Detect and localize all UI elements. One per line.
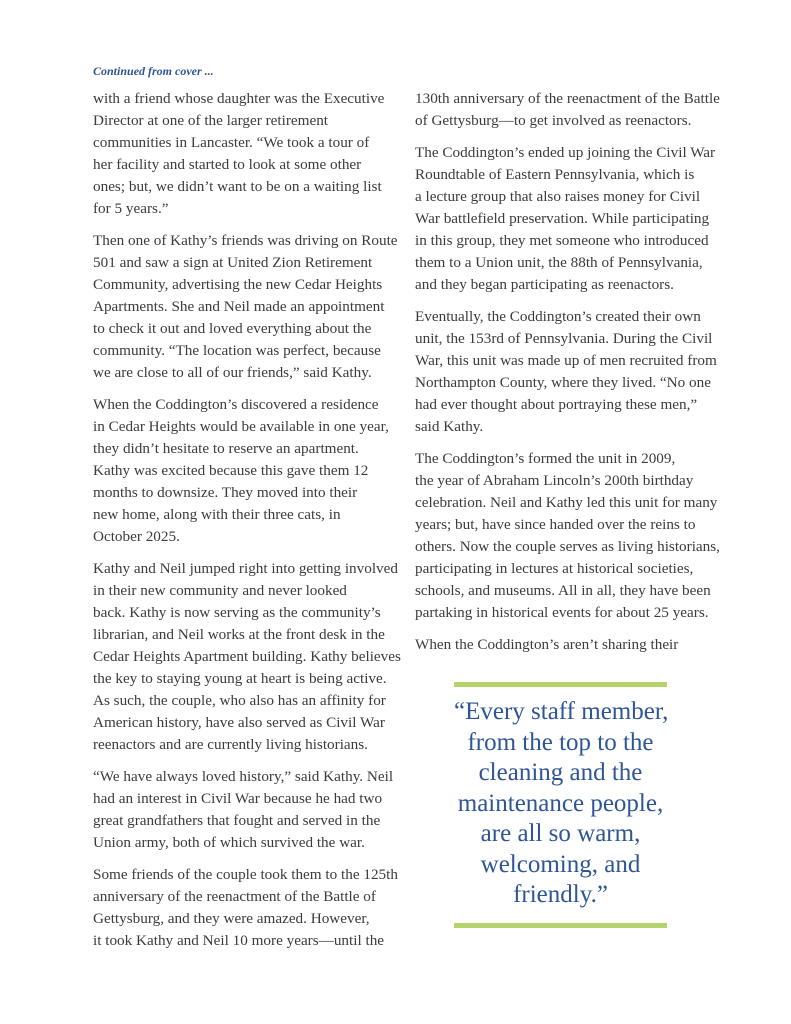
- text-line: Gettysburg, and they were amazed. However,: [93, 910, 370, 927]
- text-line: a lecture group that also raises money for Civil: [415, 188, 701, 205]
- text-line: and they began participating as reenactors.: [415, 276, 674, 293]
- article-paragraph: [93, 394, 413, 548]
- article-paragraph: [93, 766, 413, 854]
- article-paragraph: [415, 634, 735, 656]
- text-line: Northampton County, where they lived. “No one: [415, 374, 711, 391]
- pull-quote-top-accent-bar: [454, 682, 667, 687]
- text-line: they didn’t hesitate to reserve an apartment.: [93, 440, 359, 457]
- text-line: Eventually, the Coddington’s created their own: [415, 308, 701, 325]
- text-line: American history, have also served as Civil War: [93, 714, 385, 731]
- text-line: ones; but, we didn’t want to be on a waiting list: [93, 178, 382, 195]
- text-line: “We have always loved history,” said Kathy. Neil: [93, 768, 394, 785]
- text-line: with a friend whose daughter was the Executive: [93, 90, 385, 107]
- text-line: community. “The location was perfect, because: [93, 342, 381, 359]
- quote-line: from the top to the: [467, 728, 654, 756]
- text-line: schools, and museums. All in all, they have been: [415, 582, 711, 599]
- pull-quote-bottom-accent-bar: [454, 923, 667, 928]
- text-line: The Coddington’s formed the unit in 2009,: [415, 450, 676, 467]
- text-line: in this group, they met someone who introduced: [415, 232, 709, 249]
- continued-from-cover-label: Continued from cover ...: [93, 64, 214, 78]
- text-line: Community, advertising the new Cedar Heights: [93, 276, 383, 293]
- text-line: October 2025.: [93, 528, 180, 545]
- article-paragraph: [93, 558, 413, 756]
- text-line: we are close to all of our friends,” said Kathy.: [93, 364, 372, 381]
- text-line: 501 and saw a sign at United Zion Retirement: [93, 254, 373, 271]
- text-line: others. Now the couple serves as living historians,: [415, 538, 720, 555]
- text-line: them to a Union unit, the 88th of Pennsylvania,: [415, 254, 703, 271]
- pull-quote-text: [454, 697, 667, 911]
- article-paragraph: [415, 448, 735, 624]
- text-line: Some friends of the couple took them to the 125th: [93, 866, 398, 883]
- text-line: anniversary of the reenactment of the Battle of: [93, 888, 376, 905]
- quote-line: are all so warm,: [480, 820, 641, 847]
- article-paragraph: [93, 230, 413, 384]
- text-line: had an interest in Civil War because he had two: [93, 790, 383, 807]
- article-right-column: [415, 88, 735, 666]
- text-line: librarian, and Neil works at the front desk in the: [93, 626, 385, 643]
- text-line: Then one of Kathy’s friends was driving on Route: [93, 232, 398, 249]
- text-line: Roundtable of Eastern Pennsylvania, which is: [415, 166, 695, 183]
- text-line: had ever thought about portraying these men,”: [415, 396, 698, 413]
- text-line: As such, the couple, who also has an affinity for: [93, 692, 386, 709]
- text-line: Director at one of the larger retirement: [93, 112, 329, 129]
- text-line: War, this unit was made up of men recruited from: [415, 352, 717, 369]
- text-line: Kathy was excited because this gave them 12: [93, 462, 369, 479]
- text-line: for 5 years.”: [93, 200, 169, 217]
- text-line: in Cedar Heights would be available in one year,: [93, 418, 389, 435]
- quote-line: maintenance people,: [457, 789, 664, 817]
- quote-line: “Every staff member,: [454, 698, 669, 725]
- text-line: partaking in historical events for about 25 years.: [415, 604, 709, 621]
- text-line: Apartments. She and Neil made an appointment: [93, 298, 385, 315]
- text-line: 130th anniversary of the reenactment of the Battle: [415, 90, 720, 107]
- text-line: great grandfathers that fought and served in the: [93, 812, 381, 829]
- text-line: When the Coddington’s discovered a residence: [93, 396, 379, 413]
- text-line: unit, the 153rd of Pennsylvania. During the Civil: [415, 330, 713, 347]
- text-line: months to downsize. They moved into their: [93, 484, 358, 501]
- article-paragraph: [93, 864, 413, 952]
- quote-line: cleaning and the: [478, 759, 643, 786]
- text-line: her facility and started to look at some other: [93, 156, 362, 173]
- article-paragraph: [415, 306, 735, 438]
- text-line: celebration. Neil and Kathy led this unit for many: [415, 494, 718, 511]
- text-line: to check it out and loved everything about the: [93, 320, 372, 337]
- text-line: the key to staying young at heart is being active.: [93, 670, 387, 687]
- text-line: Cedar Heights Apartment building. Kathy believes: [93, 648, 401, 665]
- text-line: back. Kathy is now serving as the community’s: [93, 604, 381, 621]
- text-line: Union army, both of which survived the war.: [93, 834, 365, 851]
- text-line: years; but, have since handed over the reins to: [415, 516, 696, 533]
- text-line: reenactors and are currently living historians.: [93, 736, 368, 753]
- quote-line: friendly.”: [513, 881, 608, 908]
- text-line: the year of Abraham Lincoln’s 200th birthday: [415, 472, 694, 489]
- text-line: When the Coddington’s aren’t sharing their: [415, 636, 679, 653]
- text-line: Kathy and Neil jumped right into getting involved: [93, 560, 398, 577]
- text-line: communities in Lancaster. “We took a tour of: [93, 134, 370, 151]
- text-line: War battlefield preservation. While participating: [415, 210, 710, 227]
- text-line: participating in lectures at historical societies,: [415, 560, 694, 577]
- text-line: it took Kathy and Neil 10 more years—until the: [93, 932, 385, 949]
- article-paragraph: [415, 88, 735, 132]
- text-line: in their new community and never looked: [93, 582, 347, 599]
- pull-quote: [454, 682, 667, 928]
- text-line: The Coddington’s ended up joining the Civil War: [415, 144, 716, 161]
- article-paragraph: [415, 142, 735, 296]
- text-line: said Kathy.: [415, 418, 484, 435]
- quote-line: welcoming, and: [480, 850, 641, 878]
- article-paragraph: [93, 88, 413, 220]
- text-line: new home, along with their three cats, in: [93, 506, 341, 523]
- article-left-column: [93, 88, 413, 962]
- text-line: of Gettysburg—to get involved as reenactors.: [415, 112, 692, 129]
